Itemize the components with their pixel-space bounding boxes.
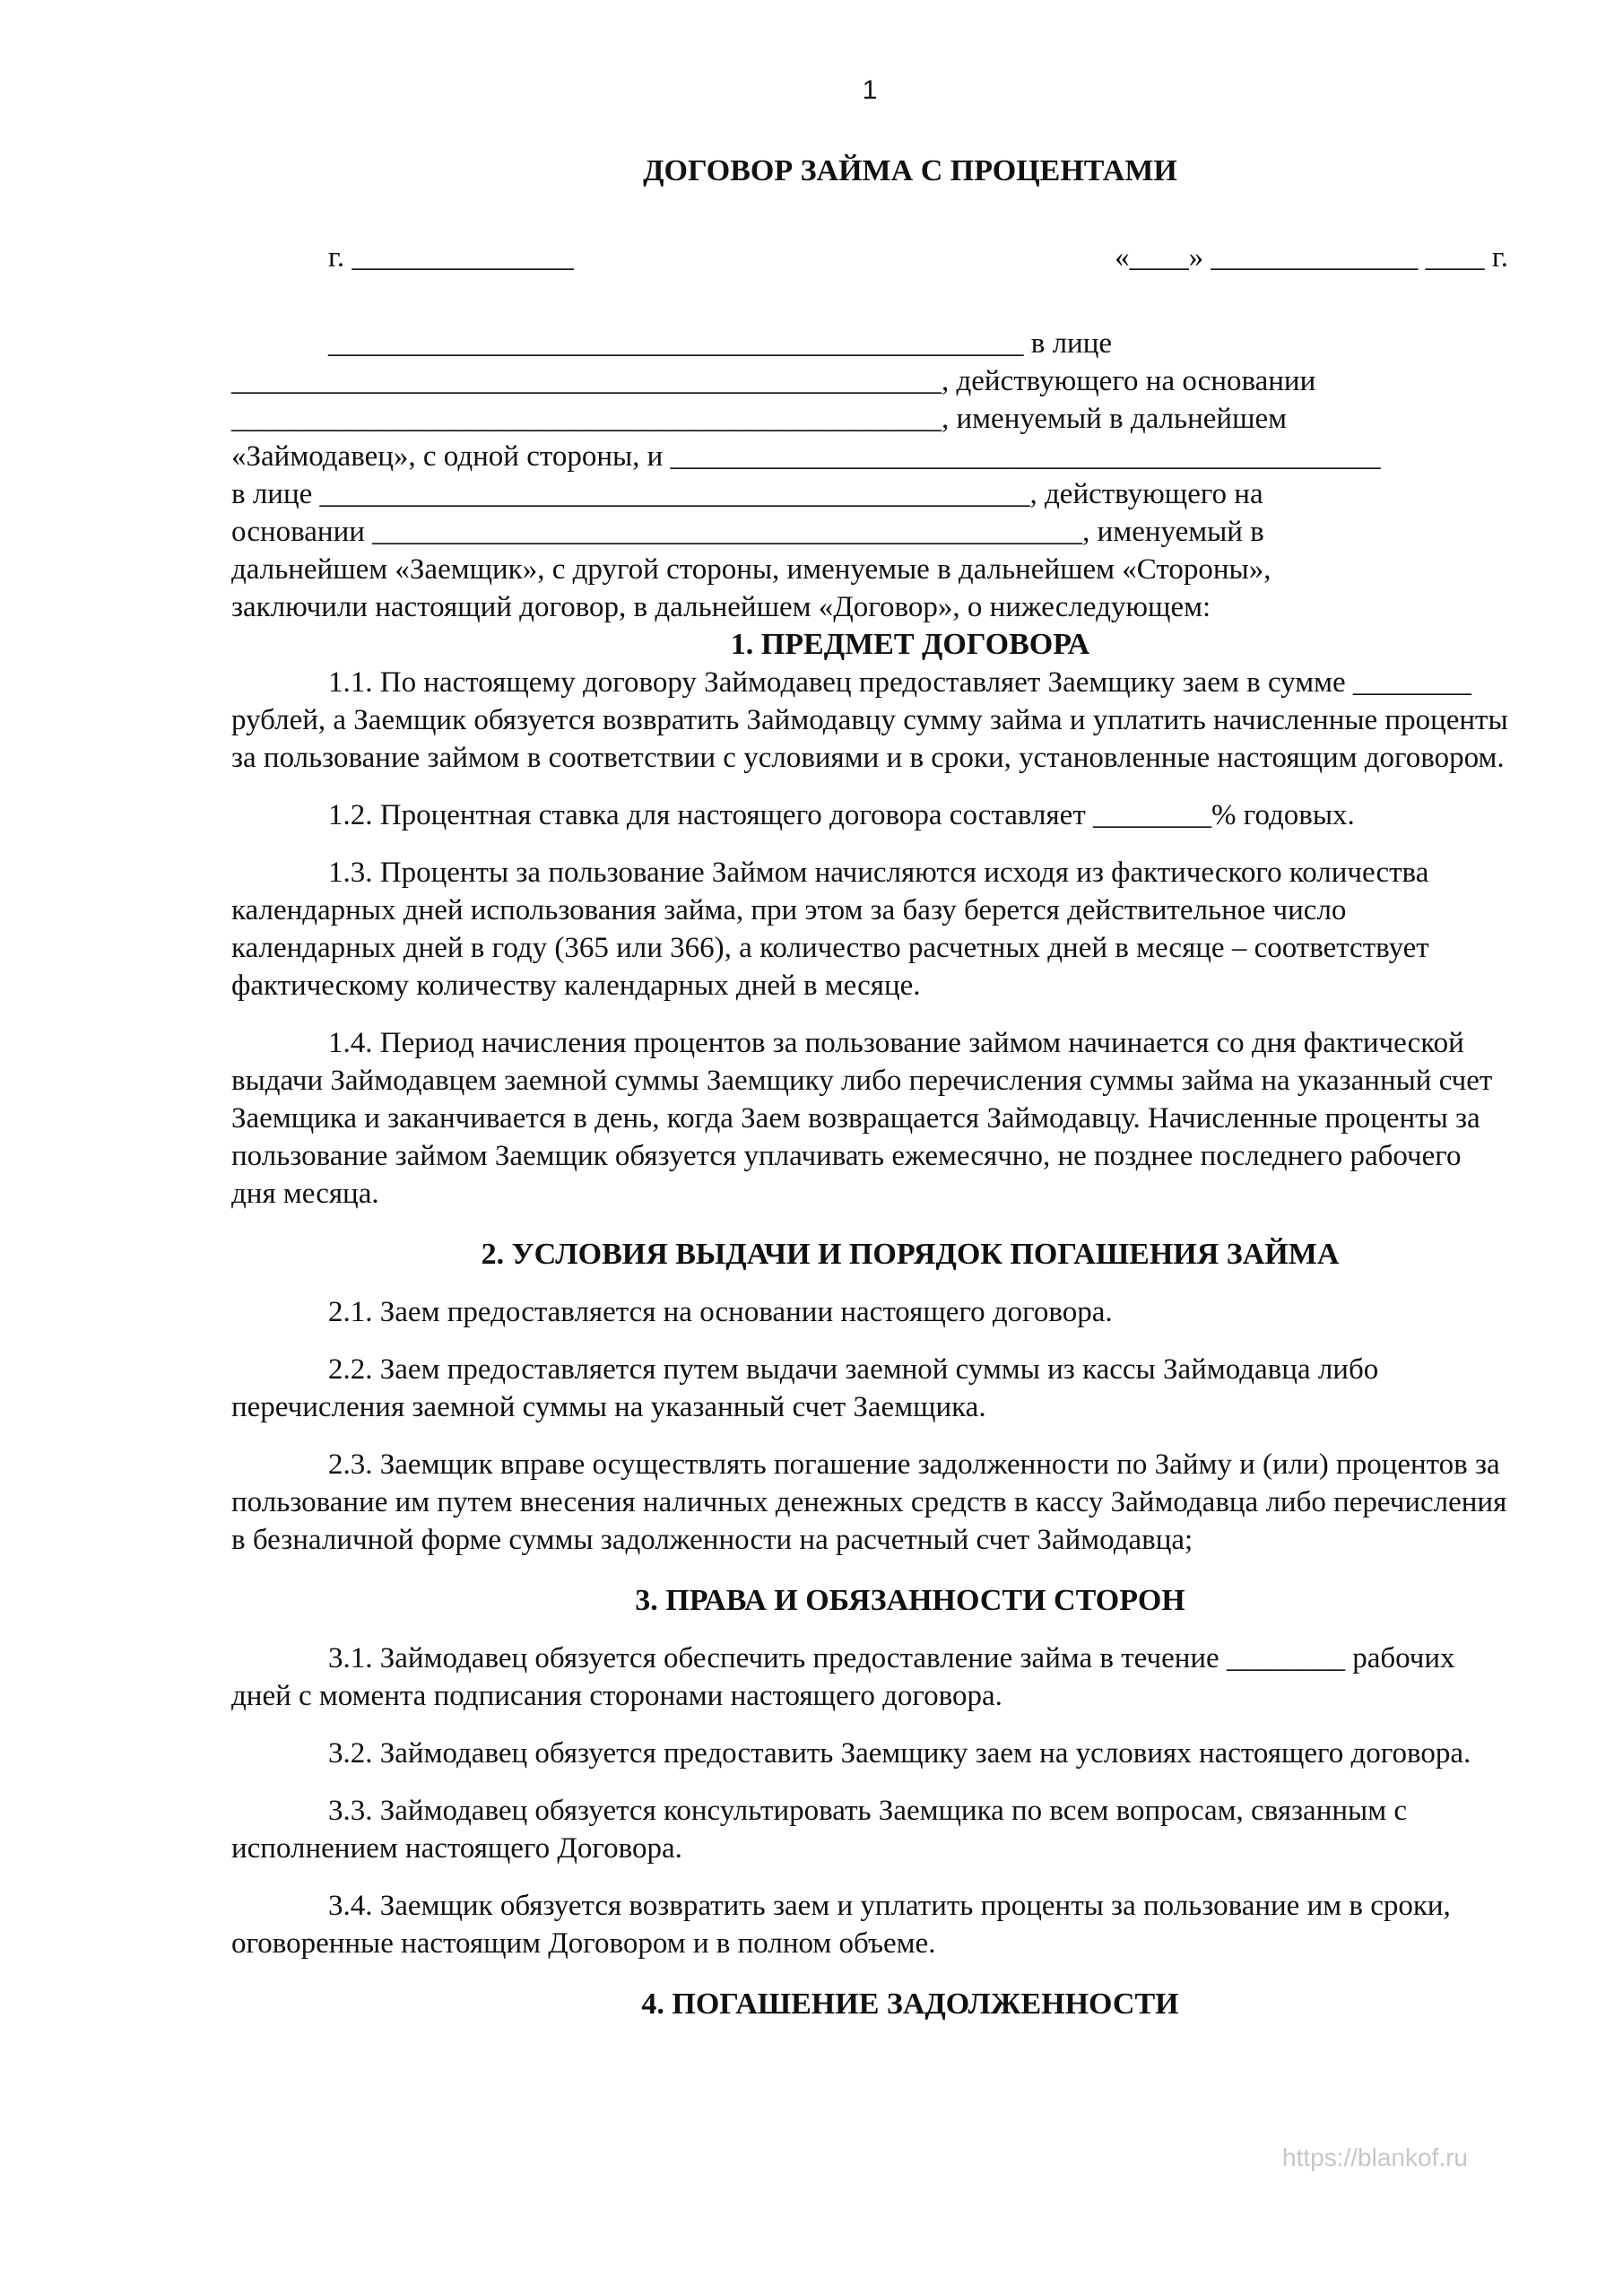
clause-3-2: 3.2. Займодавец обязуется предоставить Заемщику заем на условиях настоящего договора.: [328, 1737, 1471, 1770]
parties-line: «Займодавец», с одной стороны, и ________________________________________________: [231, 440, 1381, 473]
clause-2-1: 2.1. Заем предоставляется на основании настоящего договора.: [328, 1296, 1113, 1328]
place-date-row: [231, 239, 1508, 276]
page-number: 1: [862, 75, 878, 105]
parties-line: ________________________________________________, действующего на основании: [231, 365, 1316, 397]
parties-line: дальнейшем «Заемщик», с другой стороны, именуемые в дальнейшем «Стороны»,: [231, 553, 1271, 586]
date-field: «____» ______________ ____ г.: [1115, 241, 1508, 274]
clause-3-3: 3.3. Займодавец обязуется консультировать Заемщика по всем вопросам, связанным с исполнением настоящего Договора.: [231, 1795, 1407, 1865]
parties-line: _______________________________________________ в лице: [328, 327, 1113, 360]
document-title: ДОГОВОР ЗАЙМА С ПРОЦЕНТАМИ: [643, 154, 1177, 187]
section-heading-2: 2. УСЛОВИЯ ВЫДАЧИ И ПОРЯДОК ПОГАШЕНИЯ ЗАЙМА: [481, 1238, 1340, 1271]
parties-block: [231, 325, 1508, 626]
section-heading-1: 1. ПРЕДМЕТ ДОГОВОРА: [730, 628, 1090, 661]
clause-2-2: 2.2. Заем предоставляется путем выдачи заемной суммы из кассы Займодавца либо перечисления заемной суммы на указанный счет Заемщика.: [231, 1353, 1379, 1423]
document-body: [231, 152, 1508, 2023]
parties-line: основании ________________________________________________, именуемый в: [231, 516, 1264, 548]
parties-line: ________________________________________________, именуемый в дальнейшем: [231, 403, 1288, 435]
clause-1-3: 1.3. Проценты за пользование Займом начисляются исходя из фактического количества календарных дней использования займа, при этом за базу берется действительное число календарных дней в году (365 или 366), а количество расчетных дней в месяце – соответствует фактическому количеству календарных дней в месяце.: [231, 857, 1429, 1002]
watermark: https://blankof.ru: [1282, 2144, 1469, 2171]
parties-line: в лице ________________________________________________, действующего на: [231, 478, 1263, 510]
section-heading-3: 3. ПРАВА И ОБЯЗАННОСТИ СТОРОН: [635, 1584, 1185, 1617]
place-field: г. _______________: [328, 241, 574, 274]
parties-line: заключили настоящий договор, в дальнейшем «Договор», о нижеследующем:: [231, 591, 1211, 623]
clause-1-4: 1.4. Период начисления процентов за пользование займом начинается со дня фактической выдачи Займодавцем заемной суммы Заемщику либо перечисления суммы займа на указанный счет Заемщика и заканчивается в день, когда Заем возвращается Займодавцу. Начисленные проценты за пользование займом Заемщик обязуется уплачивать ежемесячно, не позднее последнего рабочего дня месяца.: [231, 1027, 1493, 1210]
clause-3-1: 3.1. Займодавец обязуется обеспечить предоставление займа в течение ________ рабочих дней с момента подписания сторонами настоящего договора.: [231, 1642, 1455, 1712]
section-heading-4: 4. ПОГАШЕНИЕ ЗАДОЛЖЕННОСТИ: [641, 1987, 1179, 2021]
clause-3-4: 3.4. Заемщик обязуется возвратить заем и уплатить проценты за пользование им в сроки, оговоренные настоящим Договором и в полном объеме.: [231, 1890, 1451, 1960]
clause-1-1: 1.1. По настоящему договору Займодавец предоставляет Заемщику заем в сумме ________ рублей, а Заемщик обязуется возвратить Займодавцу сумму займа и уплатить начисленные проценты за пользование займом в соответствии с условиями и в сроки, установленные настоящим договором.: [231, 666, 1508, 774]
clause-2-3: 2.3. Заемщик вправе осуществлять погашение задолженности по Займу и (или) процентов за пользование им путем внесения наличных денежных средств в кассу Займодавца либо перечисления в безналичной форме суммы задолженности на расчетный счет Займодавца;: [231, 1448, 1507, 1556]
clause-1-2: 1.2. Процентная ставка для настоящего договора составляет ________% годовых.: [328, 799, 1355, 831]
